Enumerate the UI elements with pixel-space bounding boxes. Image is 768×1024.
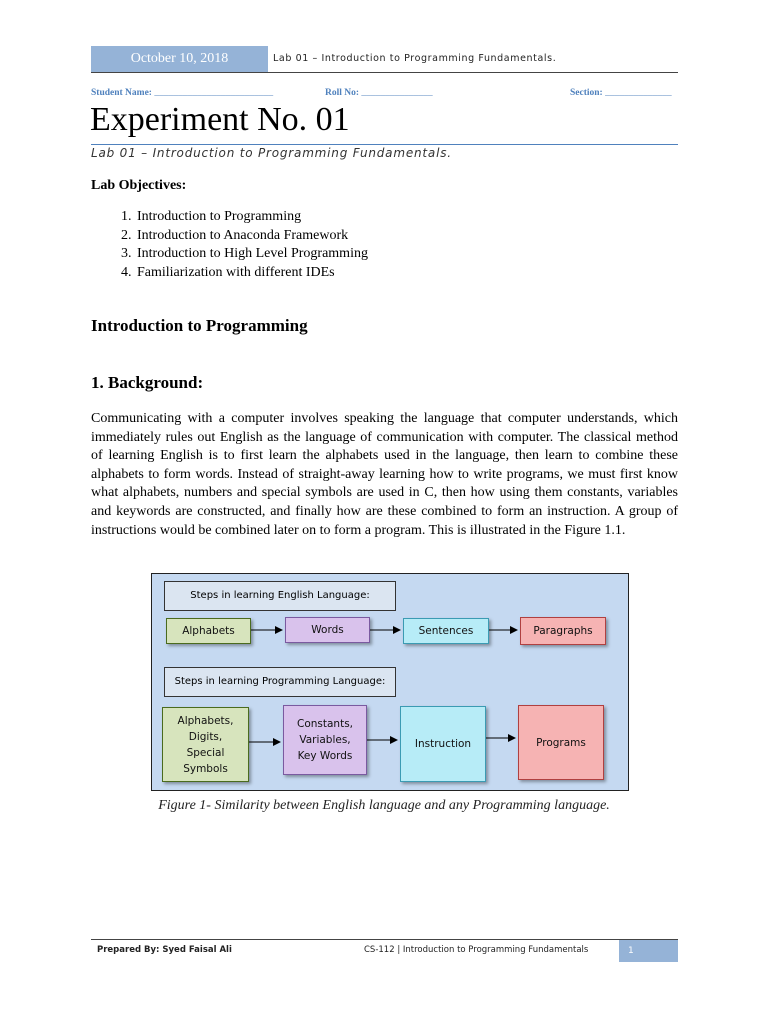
footer-course: CS-112 | Introduction to Programming Fundamentals bbox=[364, 945, 589, 955]
section-blank: ______________ bbox=[605, 88, 672, 98]
step-programs: Programs bbox=[518, 705, 604, 780]
header-date: October 10, 2018 bbox=[91, 46, 268, 72]
list-item: 4. Familiarization with different IDEs bbox=[135, 264, 635, 283]
header-divider bbox=[91, 72, 678, 73]
roll-no-field bbox=[325, 88, 433, 98]
step-paragraphs: Paragraphs bbox=[520, 617, 606, 645]
objectives-heading: Lab Objectives: bbox=[91, 178, 187, 193]
objectives-list bbox=[91, 208, 635, 282]
step-constants bbox=[283, 705, 367, 775]
background-paragraph: Communicating with a computer involves speaking the language that computer understands, which immediately rules out English as the language of communication with computer. The classical method of learning English is to first learn the alphabets used in the language, then learn to combine these alphabets to form words. Instead of straight-away learning how to write programs, we must first know what alphabets, numbers and special symbols are used in C, then how using them constants, variables and keywords are constructed, and finally how are these combined to form an instruction. A group of instructions would be combined later on to form a program. This is illustrated in the Figure 1.1. bbox=[91, 411, 678, 538]
step-symbols-line: Special bbox=[186, 746, 225, 759]
page-number: 1 bbox=[619, 940, 678, 962]
title-divider bbox=[91, 144, 678, 145]
footer-author: Prepared By: Syed Faisal Ali bbox=[97, 945, 232, 955]
section-label: Section: bbox=[570, 88, 603, 98]
roll-no-blank: _______________ bbox=[361, 88, 433, 98]
step-constants-line: Key Words bbox=[297, 750, 353, 762]
roll-no-label: Roll No: bbox=[325, 88, 360, 98]
list-item: 2. Introduction to Anaconda Framework bbox=[135, 227, 635, 246]
page-subtitle: Lab 01 – Introduction to Programming Fundamentals. bbox=[91, 146, 452, 160]
english-steps-label: Steps in learning English Language: bbox=[164, 581, 396, 611]
step-sentences: Sentences bbox=[403, 618, 489, 644]
figure-diagram bbox=[151, 573, 629, 791]
page-title: Experiment No. 01 bbox=[90, 101, 350, 138]
section-field bbox=[570, 88, 672, 98]
programming-steps-label: Steps in learning Programming Language: bbox=[164, 667, 396, 697]
step-constants-line: Constants, bbox=[296, 718, 353, 730]
step-alphabets: Alphabets bbox=[166, 618, 251, 644]
student-name-field bbox=[91, 88, 273, 98]
figure-caption: Figure 1- Similarity between English language and any Programming language. bbox=[158, 798, 610, 813]
step-instruction: Instruction bbox=[400, 706, 486, 782]
section-heading: Introduction to Programming bbox=[91, 316, 308, 335]
step-symbols-line: Symbols bbox=[183, 762, 228, 775]
student-name-label: Student Name: bbox=[91, 88, 152, 98]
header-title: Lab 01 – Introduction to Programming Fundamentals. bbox=[273, 53, 557, 64]
step-symbols-line: Alphabets, bbox=[177, 714, 234, 727]
footer-divider bbox=[91, 939, 678, 940]
step-constants-line: Variables, bbox=[299, 734, 351, 746]
step-symbols bbox=[162, 707, 249, 782]
list-item: 1. Introduction to Programming bbox=[135, 208, 635, 227]
list-item: 3. Introduction to High Level Programming bbox=[135, 245, 635, 264]
step-words: Words bbox=[285, 617, 370, 643]
background-heading: 1. Background: bbox=[91, 373, 204, 392]
step-symbols-line: Digits, bbox=[188, 730, 223, 743]
student-name-blank: _________________________ bbox=[154, 88, 274, 98]
